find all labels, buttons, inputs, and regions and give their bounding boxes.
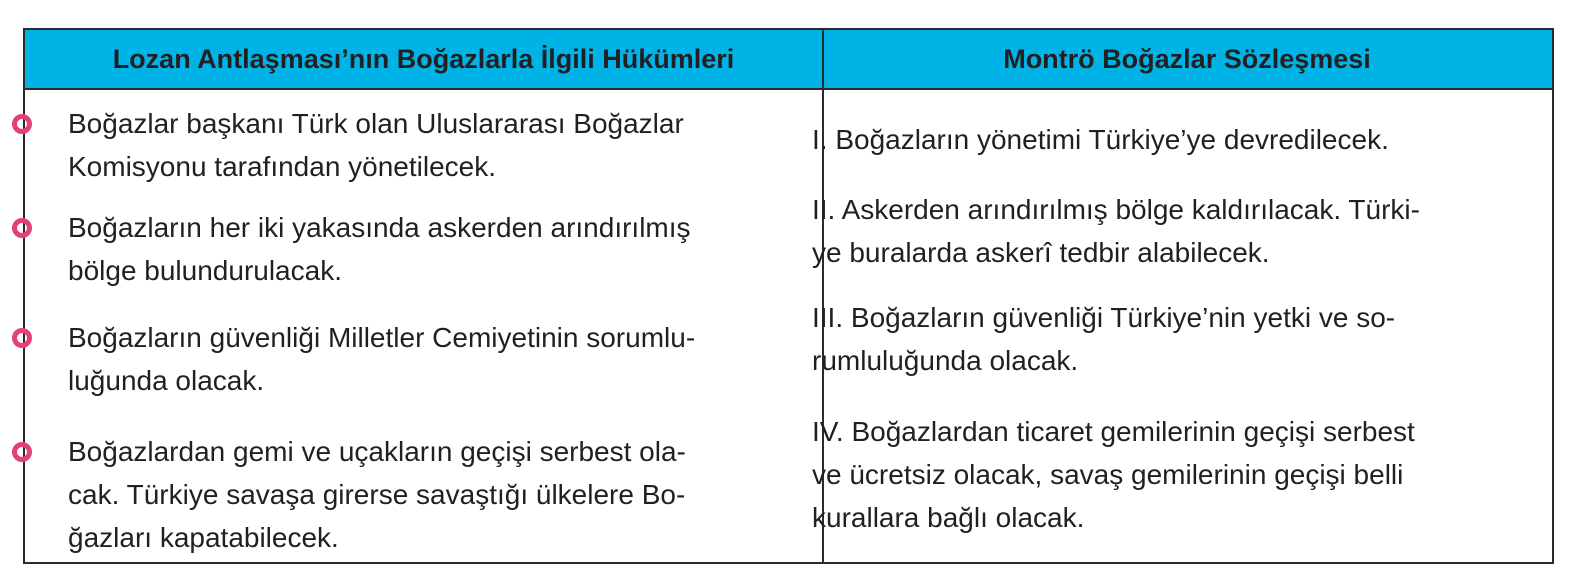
line: I. Boğazların yönetimi Türkiye’ye devredilecek. xyxy=(812,124,1389,155)
line: ye buralarda askerî tedbir alabilecek. xyxy=(812,237,1270,268)
table-header xyxy=(25,30,1552,90)
line: III. Boğazların güvenliği Türkiye’nin yetki ve so- xyxy=(812,302,1396,333)
header-lozan: Lozan Antlaşması’nın Boğazlarla İlgili Hükümleri xyxy=(112,44,735,74)
line: Boğazlardan gemi ve uçakların geçişi serbest ola- xyxy=(68,436,686,467)
lozan-item xyxy=(68,102,684,188)
line: Komisyonu tarafından yönetilecek. xyxy=(68,151,497,182)
line: IV. Boğazlardan ticaret gemilerinin geçişi serbest xyxy=(812,416,1415,447)
lozan-item xyxy=(68,430,686,559)
line: rumluluğunda olacak. xyxy=(812,345,1079,376)
line: ve ücretsiz olacak, savaş gemilerinin geçişi belli xyxy=(812,459,1404,490)
lozan-item xyxy=(68,206,691,292)
lozan-item xyxy=(68,316,695,402)
bullet-icon xyxy=(12,218,32,238)
header-montreux: Montrö Boğazlar Sözleşmesi xyxy=(1003,44,1371,74)
montreux-item xyxy=(812,410,1415,539)
bullet-icon xyxy=(12,114,32,134)
bullet-icon xyxy=(12,442,32,462)
line: Boğazların güvenliği Milletler Cemiyetinin sorumlu- xyxy=(68,322,696,353)
line: ğazları kapatabilecek. xyxy=(68,522,339,553)
montreux-item xyxy=(812,296,1395,382)
line: bölge bulundurulacak. xyxy=(68,255,342,286)
montreux-item xyxy=(812,188,1420,274)
line: luğunda olacak. xyxy=(68,365,265,396)
line: Boğazların her iki yakasında askerden arındırılmış xyxy=(68,212,691,243)
line: cak. Türkiye savaşa girerse savaştığı ülkelere Bo- xyxy=(68,479,686,510)
bullet-icon xyxy=(12,328,32,348)
line: Boğazlar başkanı Türk olan Uluslararası Boğazlar xyxy=(68,108,684,139)
line: kurallara bağlı olacak. xyxy=(812,502,1085,533)
line: II. Askerden arındırılmış bölge kaldırılacak. Türki- xyxy=(812,194,1420,225)
montreux-item xyxy=(812,118,1389,161)
